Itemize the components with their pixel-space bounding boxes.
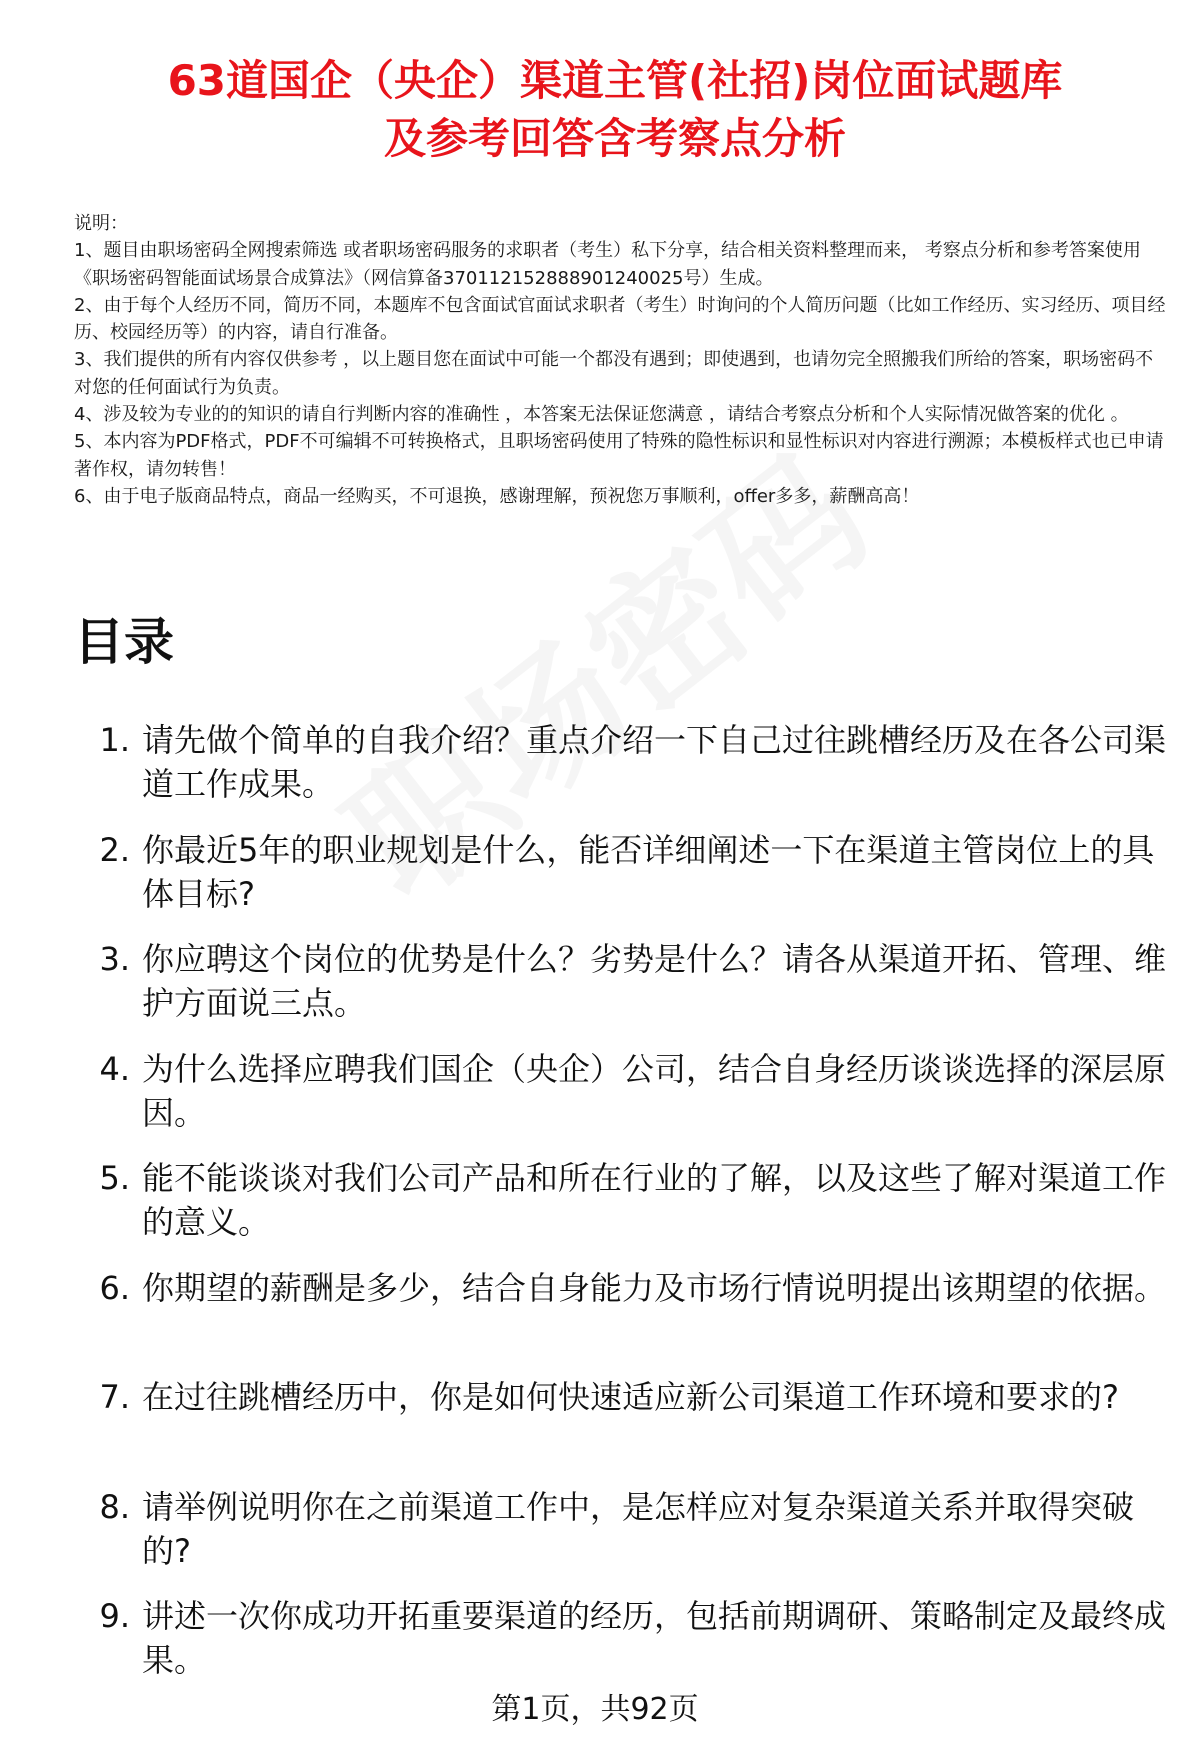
toc-item-text: 你应聘这个岗位的优势是什么？劣势是什么？请各从渠道开拓、管理、维护方面说三点。 (142, 940, 1167, 1022)
note-item: 2、由于每个人经历不同，简历不同，本题库不包含面试官面试求职者（考生）时询问的个人简历问题（比如工作经历、实习经历、项目经历、校园经历等）的内容，请自行准备。 (74, 294, 1166, 344)
toc-item (74, 1266, 1170, 1354)
toc-item-number: 7. (99, 1378, 130, 1416)
toc-list (74, 718, 1170, 1704)
toc-item (74, 828, 1170, 916)
toc-item-text: 在过往跳槽经历中，你是如何快速适应新公司渠道工作环境和要求的? (142, 1378, 1119, 1416)
note-item: 3、我们提供的所有内容仅供参考 ，以上题目您在面试中可能一个都没有遇到；即使遇到，也请勿完全照搬我们所给的答案，职场密码不对您的任何面试行为负责。 (74, 349, 1154, 398)
toc-item-number: 3. (99, 940, 130, 978)
toc-item-text: 你最近5年的职业规划是什么，能否详细阐述一下在渠道主管岗位上的具体目标? (142, 830, 1155, 913)
toc-item-text: 请举例说明你在之前渠道工作中，是怎样应对复杂渠道关系并取得突破的? (142, 1487, 1135, 1570)
toc-item-number: 6. (99, 1268, 130, 1307)
toc-item-number: 8. (99, 1487, 130, 1526)
note-item: 1、题目由职场密码全网搜索筛选 或者职场密码服务的求职者（考生）私下分享，结合相关资料整理而来， 考察点分析和参考答案使用《职场密码智能面试场景合成算法》（网信算备370112152888901240025号）生成。 (74, 240, 1141, 289)
toc-heading: 目录 (74, 613, 174, 671)
toc-item (74, 1047, 1170, 1135)
toc-item-text: 你期望的薪酬是多少，结合自身能力及市场行情说明提出该期望的依据。 (142, 1268, 1167, 1307)
notes-heading: 说明： (74, 213, 128, 234)
toc-item (74, 1485, 1170, 1573)
notes-section (74, 210, 1170, 510)
toc-item (74, 1375, 1170, 1463)
toc-item (74, 937, 1170, 1025)
title-line-1: 63道国企（央企）渠道主管(社招)岗位面试题库 (167, 56, 1063, 105)
page-number: 第1页，共92页 (491, 1692, 699, 1727)
toc-item-text: 能不能谈谈对我们公司产品和所在行业的了解，以及这些了解对渠道工作的意义。 (142, 1159, 1167, 1241)
toc-item-number: 1. (99, 721, 130, 759)
toc-item-text: 为什么选择应聘我们国企（央企）公司，结合自身经历谈谈选择的深层原因。 (142, 1049, 1167, 1132)
toc-item-text: 请先做个简单的自我介绍？重点介绍一下自己过往跳槽经历及在各公司渠道工作成果。 (142, 721, 1167, 803)
toc-item-number: 9. (99, 1597, 130, 1635)
note-item: 4、涉及较为专业的的知识的请自行判断内容的准确性 ，本答案无法保证您满意 ，请结合考察点分析和个人实际情况做答案的优化 。 (74, 404, 1129, 426)
toc-item-number: 5. (99, 1159, 130, 1197)
note-item: 5、本内容为PDF格式，PDF不可编辑不可转换格式，且职场密码使用了特殊的隐性标识和显性标识对内容进行溯源；本模板样式也已申请著作权，请勿转售！ (74, 431, 1164, 480)
toc-item (74, 1156, 1170, 1244)
title-line-2: 及参考回答含考察点分析 (383, 114, 846, 163)
toc-item-number: 4. (99, 1049, 130, 1088)
document-title (60, 52, 1170, 168)
note-item: 6、由于电子版商品特点，商品一经购买，不可退换，感谢理解，预祝您万事顺利，offer多多，薪酬高高！ (74, 485, 920, 507)
toc-item (74, 1594, 1170, 1682)
toc-item-number: 2. (99, 830, 130, 869)
toc-item-text: 讲述一次你成功开拓重要渠道的经历，包括前期调研、策略制定及最终成果。 (142, 1597, 1167, 1679)
toc-item (74, 718, 1170, 806)
